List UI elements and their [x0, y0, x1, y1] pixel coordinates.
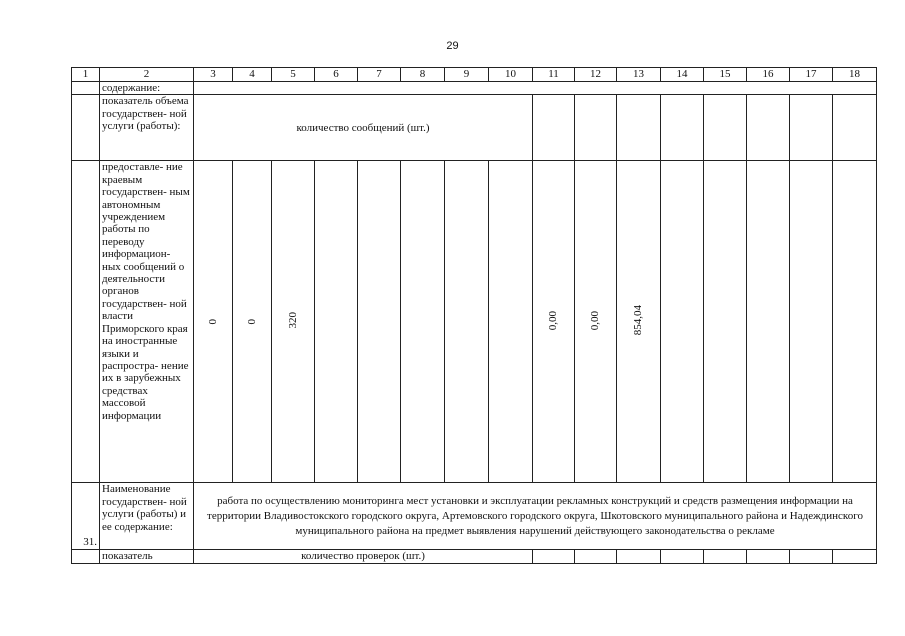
data-cell: [575, 550, 617, 563]
header-cell: 13: [617, 68, 661, 82]
value-cell-c11: [533, 161, 575, 483]
data-cell: [533, 95, 575, 161]
data-cell: [747, 95, 790, 161]
value-cell-c12: [575, 161, 617, 483]
value-text: 0,00: [589, 310, 602, 330]
data-cell: [790, 95, 833, 161]
header-cell: 4: [233, 68, 272, 82]
data-cell: [617, 550, 661, 563]
header-cell: 8: [401, 68, 445, 82]
header-cell: 14: [661, 68, 704, 82]
data-cell: [358, 161, 401, 483]
value-text: 320: [286, 311, 299, 329]
header-cell: 5: [272, 68, 315, 82]
data-cell: [833, 161, 877, 483]
service-description: работа по осуществлению мониторинга мест установки и эксплуатации рекламных конструкций и средств размещения информации на территории Владивостокского городского округа, Артемовского городского округа, Шкотовского муниципального района и Надеждинского муниципального района на предмет выявления нарушений действующего законодательства о рекламе: [194, 483, 877, 550]
header-cell: 17: [790, 68, 833, 82]
row-inspections-indicator: [72, 550, 877, 563]
empty-merged-cell: [194, 82, 877, 95]
data-cell: [617, 95, 661, 161]
data-cell: [661, 95, 704, 161]
row-number-cell: 31.: [72, 483, 100, 550]
row-label: предоставле- ние краевым государствен- ным автономным учреждением работы по переводу информацион- ных сообщений о деятельности органов государствен- ной власти Приморского края на иностранные языки и распростра- нение их в зарубежных средствах массовой информации: [100, 161, 194, 483]
row-number-cell: [72, 161, 100, 483]
row-label: показатель объема государствен- ной услуги (работы):: [100, 95, 194, 161]
value-cell-c3: [194, 161, 233, 483]
header-cell: 1: [72, 68, 100, 82]
value-text: 0: [245, 319, 258, 325]
header-cell: 3: [194, 68, 233, 82]
row-31-service: [72, 483, 877, 550]
header-cell: 12: [575, 68, 617, 82]
volume-unit-cell: количество сообщений (шт.): [194, 95, 533, 161]
page-number: 29: [446, 40, 459, 52]
header-cell: 2: [100, 68, 194, 82]
data-cell: [575, 95, 617, 161]
data-cell: [704, 95, 747, 161]
data-cell: [833, 550, 877, 563]
data-cell: [315, 161, 358, 483]
data-cell: [533, 550, 575, 563]
row-label: показатель: [100, 550, 194, 563]
value-cell-c5: [272, 161, 315, 483]
value-text: 0,00: [547, 310, 560, 330]
data-cell: [704, 550, 747, 563]
data-cell: [489, 161, 533, 483]
inspections-unit-cell: количество проверок (шт.): [194, 550, 533, 563]
header-cell: 15: [704, 68, 747, 82]
value-text: 854,04: [632, 305, 645, 336]
header-cell: 18: [833, 68, 877, 82]
row-label: Наименование государствен- ной услуги (работы) и ее содержание:: [100, 483, 194, 550]
data-cell: [747, 161, 790, 483]
header-cell: 9: [445, 68, 489, 82]
data-cell: [401, 161, 445, 483]
data-cell: [790, 550, 833, 563]
row-content: [72, 82, 877, 95]
header-row: [72, 68, 877, 82]
row-volume-indicator: [72, 95, 877, 161]
data-cell: [747, 550, 790, 563]
row-number-cell: [72, 95, 100, 161]
value-text: 0: [206, 319, 219, 325]
row-label: содержание:: [100, 82, 194, 95]
value-cell-c13: [617, 161, 661, 483]
value-cell-c4: [233, 161, 272, 483]
row-number-cell: [72, 82, 100, 95]
report-table: [71, 67, 877, 564]
data-cell: [833, 95, 877, 161]
data-cell: [445, 161, 489, 483]
header-cell: 10: [489, 68, 533, 82]
header-cell: 7: [358, 68, 401, 82]
row-number-cell: [72, 550, 100, 563]
row-work-values: [72, 161, 877, 483]
header-cell: 16: [747, 68, 790, 82]
data-cell: [790, 161, 833, 483]
data-cell: [661, 161, 704, 483]
header-cell: 6: [315, 68, 358, 82]
header-cell: 11: [533, 68, 575, 82]
data-cell: [704, 161, 747, 483]
data-cell: [661, 550, 704, 563]
